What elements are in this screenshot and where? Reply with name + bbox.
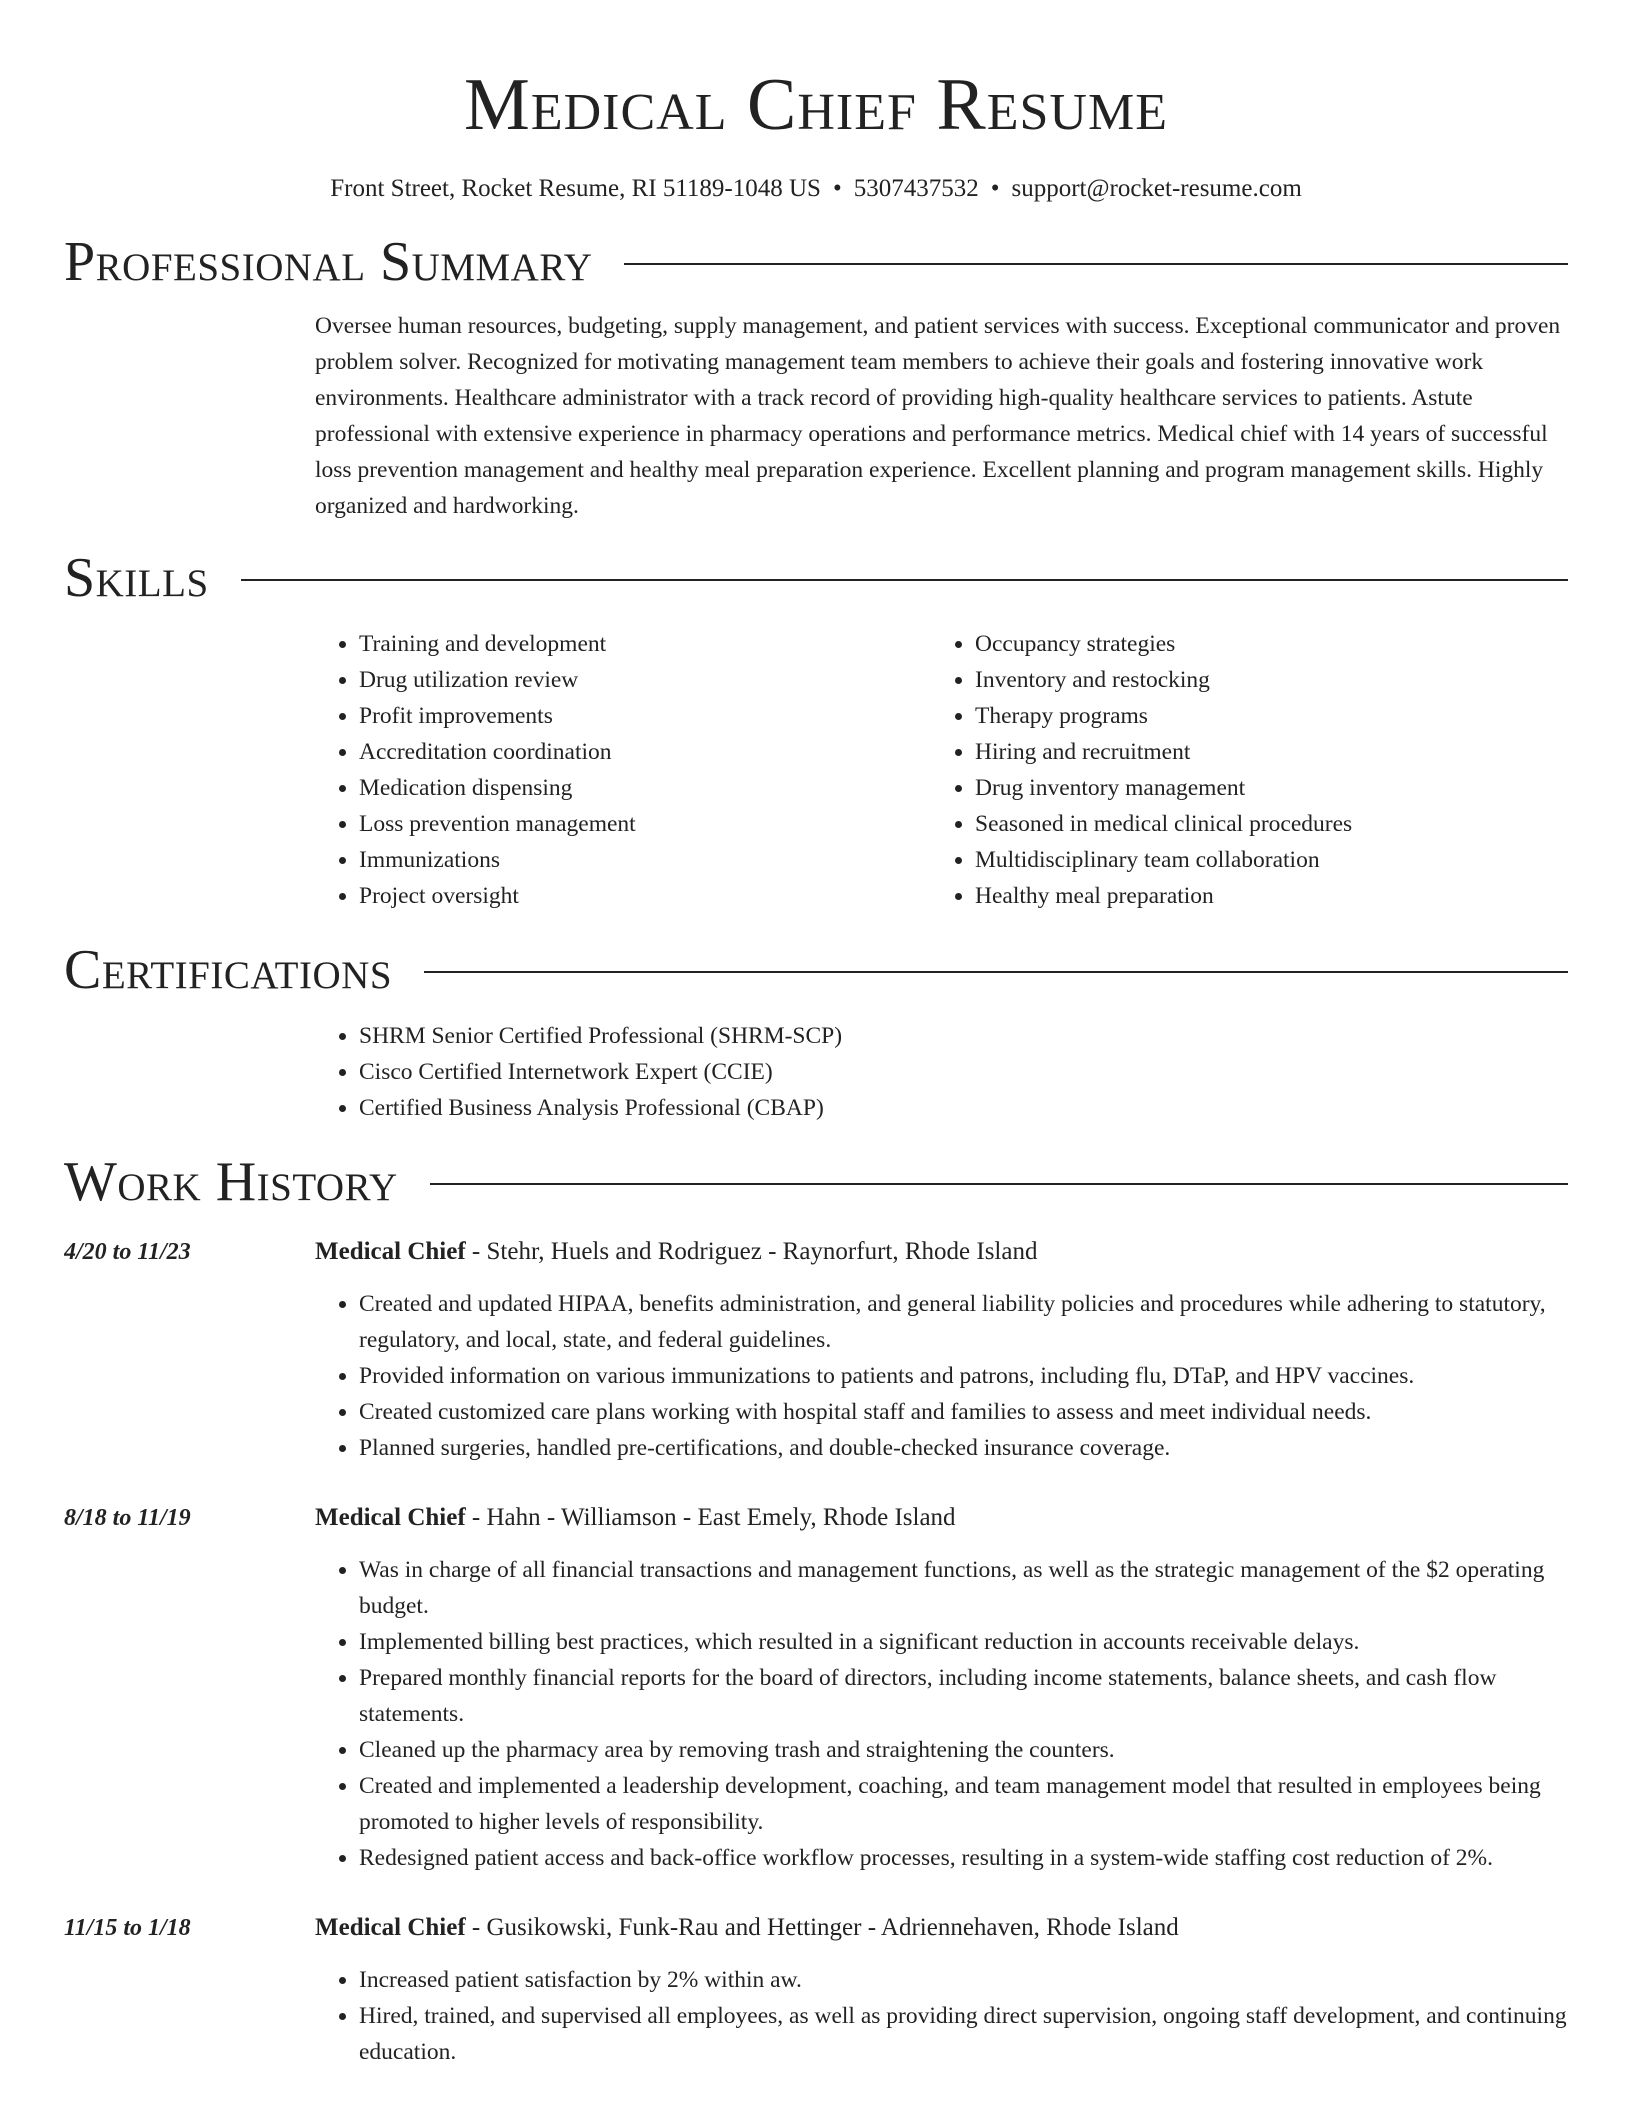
section-divider — [430, 1183, 1568, 1185]
section-divider — [241, 579, 1568, 581]
certification-item: • Cisco Certified Internetwork Expert (CCIE) — [359, 1054, 1568, 1090]
summary-section-header — [64, 228, 1568, 296]
job-dates: 4/20 to 11/23 — [64, 1239, 191, 1265]
job-bullet: • Implemented billing best practices, which resulted in a significant reduction in accounts receivable delays. — [359, 1624, 1568, 1660]
skills-section-header — [64, 544, 1568, 612]
separator-dot: • — [832, 175, 842, 202]
skills-grid — [315, 626, 1568, 914]
skill-item: • Hiring and recruitment — [975, 734, 1568, 770]
job-title-line — [315, 1234, 1568, 1270]
skill-item: • Accreditation coordination — [359, 734, 931, 770]
job-content — [315, 1234, 1568, 1466]
job-bullet: • Cleaned up the pharmacy area by removing trash and straightening the counters. — [359, 1732, 1568, 1768]
summary-heading: Professional Summary — [64, 231, 593, 293]
skill-item: • Training and development — [359, 626, 931, 662]
certifications-heading: Certifications — [64, 939, 393, 1001]
job-bullet: • Was in charge of all financial transactions and management functions, as well as the strategic management of the $2 operating budget. — [359, 1552, 1568, 1624]
job-bullets — [315, 1552, 1568, 1876]
skill-item: • Medication dispensing — [359, 770, 931, 806]
job-bullet: • Provided information on various immunizations to patients and patrons, including flu, DTaP, and HPV vaccines. — [359, 1358, 1568, 1394]
job-bullets — [315, 1962, 1568, 2070]
skills-heading: Skills — [64, 547, 209, 609]
skills-list-right — [931, 626, 1568, 914]
certification-item: • SHRM Senior Certified Professional (SHRM-SCP) — [359, 1018, 1568, 1054]
skill-item: • Inventory and restocking — [975, 662, 1568, 698]
job-employer-location: - Gusikowski, Funk-Rau and Hettinger - Adriennehaven, Rhode Island — [465, 1914, 1179, 1941]
job-bullet: • Increased patient satisfaction by 2% within aw. — [359, 1962, 1568, 1998]
job-title-line — [315, 1910, 1568, 1946]
job-bullets — [315, 1286, 1568, 1466]
work-history-section-header — [64, 1148, 1568, 1216]
skill-item: • Healthy meal preparation — [975, 878, 1568, 914]
certifications-section-header — [64, 936, 1568, 1004]
certification-item: • Certified Business Analysis Professional (CBAP) — [359, 1090, 1568, 1126]
work-history-heading: Work History — [64, 1151, 398, 1213]
job-content — [315, 1910, 1568, 2070]
resume-page — [64, 0, 1568, 2112]
separator-dot: • — [990, 175, 1000, 202]
job-bullet: • Prepared monthly financial reports for the board of directors, including income statements, balance sheets, and cash flow statements. — [359, 1660, 1568, 1732]
skills-section — [315, 626, 1568, 914]
job-entry — [64, 1234, 1568, 1466]
skills-list-left — [315, 626, 931, 914]
job-entry — [64, 1500, 1568, 1876]
job-dates: 8/18 to 11/19 — [64, 1505, 191, 1531]
section-divider — [424, 971, 1568, 973]
job-title: Medical Chief — [315, 1238, 466, 1265]
skill-item: • Drug inventory management — [975, 770, 1568, 806]
email-link[interactable]: support@rocket-resume.com — [1011, 175, 1302, 202]
job-bullet: • Hired, trained, and supervised all employees, as well as providing direct supervision, ongoing staff development, and continuing education. — [359, 1998, 1568, 2070]
job-bullet: • Created and updated HIPAA, benefits administration, and general liability policies and procedures while adhering to statutory, regulatory, and local, state, and federal guidelines. — [359, 1286, 1568, 1358]
job-title: Medical Chief — [315, 1504, 466, 1531]
job-title-line — [315, 1500, 1568, 1536]
summary-text: Oversee human resources, budgeting, supply management, and patient services with success. Exceptional communicator and proven problem solver. Recognized for motivating management team members to achieve their goals and fostering innovative work environments. Healthcare administrator with a track record of providing high-quality healthcare services to patients. Astute professional with extensive experience in pharmacy operations and performance metrics. Medical chief with 14 years of successful loss prevention management and healthy meal preparation experience. Excellent planning and program management skills. Highly organized and hardworking. — [315, 313, 1561, 519]
skill-item: • Seasoned in medical clinical procedures — [975, 806, 1568, 842]
job-employer-location: - Stehr, Huels and Rodriguez - Raynorfurt, Rhode Island — [465, 1238, 1038, 1265]
skill-item: • Loss prevention management — [359, 806, 931, 842]
skill-item: • Drug utilization review — [359, 662, 931, 698]
job-content — [315, 1500, 1568, 1876]
phone: 5307437532 — [853, 175, 979, 202]
address: Front Street, Rocket Resume, RI 51189-1048 US — [330, 175, 821, 202]
skill-item: • Occupancy strategies — [975, 626, 1568, 662]
skill-item: • Immunizations — [359, 842, 931, 878]
job-bullet: • Planned surgeries, handled pre-certifications, and double-checked insurance coverage. — [359, 1430, 1568, 1466]
skill-item: • Multidisciplinary team collaboration — [975, 842, 1568, 878]
summary-section — [315, 308, 1568, 524]
job-dates: 11/15 to 1/18 — [64, 1915, 191, 1941]
skill-item: • Profit improvements — [359, 698, 931, 734]
section-divider — [624, 263, 1568, 265]
job-bullet: • Created and implemented a leadership development, coaching, and team management model that resulted in employees being promoted to higher levels of responsibility. — [359, 1768, 1568, 1840]
job-bullet: • Redesigned patient access and back-office workflow processes, resulting in a system-wide staffing cost reduction of 2%. — [359, 1840, 1568, 1876]
job-entry — [64, 1910, 1568, 2070]
certifications-list — [315, 1018, 1568, 1126]
certifications-section — [315, 1018, 1568, 1126]
contact-line — [64, 172, 1568, 206]
job-employer-location: - Hahn - Williamson - East Emely, Rhode Island — [465, 1504, 956, 1531]
skill-item: • Project oversight — [359, 878, 931, 914]
resume-title: Medical Chief Resume — [464, 64, 1168, 146]
job-title: Medical Chief — [315, 1914, 466, 1941]
job-bullet: • Created customized care plans working with hospital staff and families to assess and meet individual needs. — [359, 1394, 1568, 1430]
skill-item: • Therapy programs — [975, 698, 1568, 734]
